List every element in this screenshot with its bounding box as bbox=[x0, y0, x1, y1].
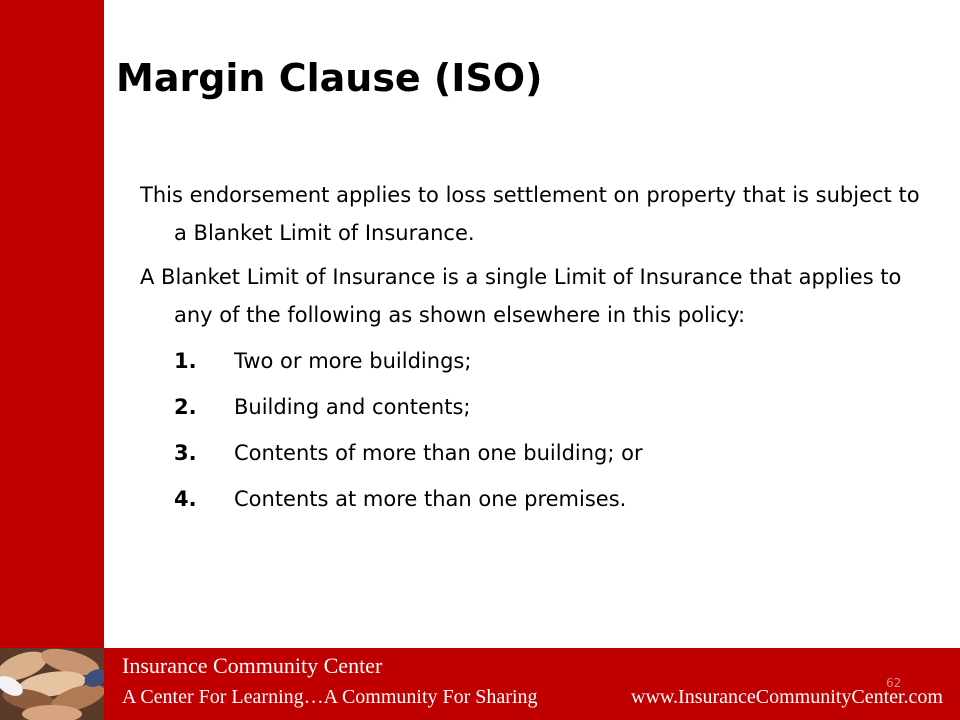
stacked-hands-icon bbox=[0, 648, 104, 720]
list-number: 4. bbox=[174, 487, 197, 511]
list-text: Building and contents; bbox=[234, 395, 471, 419]
list-number: 2. bbox=[174, 395, 197, 419]
list-text: Contents of more than one building; or bbox=[234, 441, 643, 465]
list-item bbox=[140, 434, 920, 472]
slide-number: 62 bbox=[886, 676, 902, 690]
slide-body bbox=[140, 176, 920, 518]
slide-title: Margin Clause (ISO) bbox=[116, 56, 543, 100]
paragraph-blanket-limit: A Blanket Limit of Insurance is a single Limit of Insurance that applies to any of the following as shown elsewhere in this policy: bbox=[140, 265, 902, 327]
list-number: 3. bbox=[174, 441, 197, 465]
list-text: Contents at more than one premises. bbox=[234, 487, 627, 511]
footer-tagline: A Center For Learning…A Community For Sharing bbox=[122, 686, 538, 708]
footer-url-link[interactable]: www.InsuranceCommunityCenter.com bbox=[631, 686, 943, 708]
list-item bbox=[140, 480, 920, 518]
paragraph-endorsement: This endorsement applies to loss settlement on property that is subject to a Blanket Limit of Insurance. bbox=[140, 183, 920, 245]
list-item bbox=[140, 388, 920, 426]
footer-organization: Insurance Community Center bbox=[122, 653, 383, 678]
list-number: 1. bbox=[174, 349, 197, 373]
list-item bbox=[140, 342, 920, 380]
left-accent-bar bbox=[0, 0, 104, 648]
list-text: Two or more buildings; bbox=[234, 349, 472, 373]
stacked-hands-photo bbox=[0, 648, 104, 720]
footer-bar bbox=[0, 648, 960, 720]
